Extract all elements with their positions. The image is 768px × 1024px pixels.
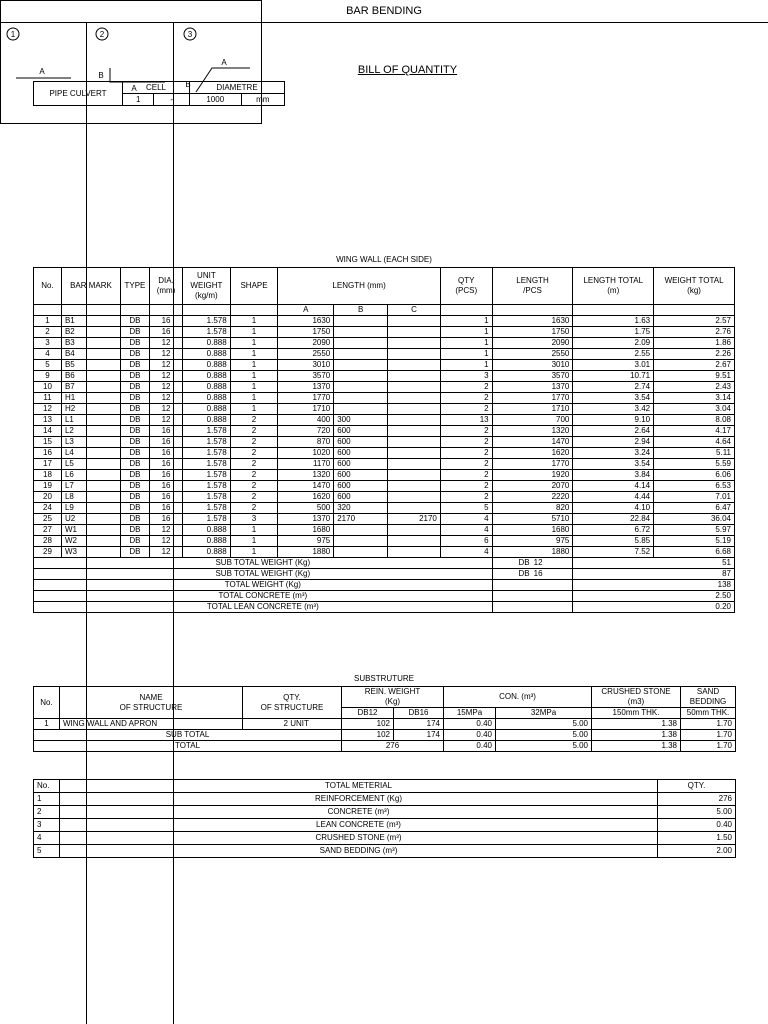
- wing-wall-subtitle: WING WALL (EACH SIDE): [336, 255, 432, 264]
- table-row: 13 L1 DB 12 0.888 2 400 300 13 700 9.10 8.08: [34, 415, 735, 426]
- sub-header-15mpa: 15MPa: [444, 708, 496, 719]
- table-row: 18 L6 DB 16 1.578 2 1320 600 2 1920 3.84 6.06: [34, 470, 735, 481]
- sub-total-row: TOTAL 276 0.40 5.00 1.38 1.70: [34, 741, 736, 752]
- bar-shapes-drawing: [0, 22, 260, 122]
- shape-1-label-a: A: [39, 67, 45, 76]
- list-item: 4 CRUSHED STONE (m³) 1.50: [34, 832, 736, 845]
- list-item: 3 LEAN CONCRETE (m³) 0.40: [34, 819, 736, 832]
- table-row: 29 W3 DB 12 0.888 1 1880 4 1880 7.52 6.68: [34, 547, 735, 558]
- table-row: 24 L9 DB 16 1.578 2 500 320 5 820 4.10 6.47: [34, 503, 735, 514]
- header-unit-weight: UNIT WEIGHT (kg/m): [183, 268, 231, 305]
- header-length: LENGTH (mm): [278, 268, 441, 305]
- summary-row: TOTAL CONCRETE (m³) 2.50: [34, 591, 735, 602]
- sub-header-qty: QTY. OF STRUCTURE: [243, 687, 342, 719]
- summary-row: SUB TOTAL WEIGHT (Kg) DB 16 87: [34, 569, 735, 580]
- total-material-table: [33, 779, 736, 858]
- shape-2-label-b: B: [98, 71, 104, 80]
- summary-row: SUB TOTAL WEIGHT (Kg) DB 12 51: [34, 558, 735, 569]
- table-row: 1 B1 DB 16 1.578 1 1630 1 1630 1.63 2.57: [34, 316, 735, 327]
- diameter-label: DIAMETRE: [190, 82, 285, 94]
- table-row: 12 H2 DB 12 0.888 1 1710 2 1710 3.42 3.04: [34, 404, 735, 415]
- shape-3-label-a: A: [221, 58, 227, 67]
- shape-2: [96, 28, 165, 93]
- table-row: 4 B4 DB 12 0.888 1 2550 1 2550 2.55 2.26: [34, 349, 735, 360]
- substructure-table: [33, 686, 736, 752]
- sub-header-db16: DB16: [394, 708, 444, 719]
- cell-label: CELL: [123, 82, 190, 94]
- header-shape: SHAPE: [230, 268, 278, 305]
- sub-header-rein: REIN. WEIGHT (Kg): [342, 687, 444, 708]
- diameter-value: 1000: [190, 94, 242, 106]
- sub-header-sand: SAND BEDDING: [681, 687, 736, 708]
- table-row: 1 WING WALL AND APRON 2 UNIT 102 174 0.40 5.00 1.38 1.70: [34, 719, 736, 730]
- header-weight-total: WEIGHT TOTAL (kg): [654, 268, 735, 305]
- header-length-pcs: LENGTH /PCS: [492, 268, 573, 305]
- mat-header-no: No.: [34, 780, 60, 793]
- diameter-unit: mm: [241, 94, 284, 106]
- table-row: 15 L3 DB 16 1.578 2 870 600 2 1470 2.94 4.64: [34, 437, 735, 448]
- sub-header-name: NAME OF STRUCTURE: [60, 687, 243, 719]
- header-no: No.: [34, 268, 62, 305]
- shape-3-number: 3: [187, 30, 193, 39]
- mat-header-row: [34, 780, 736, 793]
- table-row: 20 L8 DB 16 1.578 2 1620 600 2 2220 4.44 7.01: [34, 492, 735, 503]
- table-row: 9 B6 DB 12 0.888 1 3570 3 3570 10.71 9.51: [34, 371, 735, 382]
- table-row: 11 H1 DB 12 0.888 1 1770 2 1770 3.54 3.14: [34, 393, 735, 404]
- sub-qty-cell: 2 UNIT: [243, 719, 342, 730]
- sub-header-db12: DB12: [342, 708, 394, 719]
- table-row: 25 U2 DB 16 1.578 3 1370 2170 2170 4 5710 22.84 36.04: [34, 514, 735, 525]
- header-b: B: [334, 305, 388, 316]
- wing-wall-table: [33, 267, 735, 613]
- table-row: 28 W2 DB 12 0.888 1 975 6 975 5.85 5.19: [34, 536, 735, 547]
- table-subheader-row: [34, 305, 735, 316]
- header-type: TYPE: [120, 268, 149, 305]
- table-row: 17 L5 DB 16 1.578 2 1170 600 2 1770 3.54 5.59: [34, 459, 735, 470]
- page-title: BILL OF QUANTITY: [357, 64, 458, 76]
- header-length-total: LENGTH TOTAL (m): [573, 268, 654, 305]
- table-row: 16 L4 DB 16 1.578 2 1020 600 2 1620 3.24 5.11: [34, 448, 735, 459]
- sub-header-32mpa: 32MPa: [496, 708, 592, 719]
- sub-header-con: CON. (m³): [444, 687, 592, 708]
- sub-header-row: [34, 687, 736, 708]
- table-row: 5 B5 DB 12 0.888 1 3010 1 3010 3.01 2.67: [34, 360, 735, 371]
- list-item: 2 CONCRETE (m³) 5.00: [34, 806, 736, 819]
- shape-3-label-b: B: [185, 80, 191, 89]
- shape-3: [184, 28, 250, 92]
- table-row: 14 L2 DB 16 1.578 2 720 600 2 1320 2.64 4.17: [34, 426, 735, 437]
- cell-dash: -: [154, 94, 190, 106]
- sub-header-no: No.: [34, 687, 60, 719]
- pipe-culvert-label: PIPE CULVERT: [34, 82, 123, 106]
- shape-2-number: 2: [99, 30, 105, 39]
- header-bar-mark: BAR MARK: [61, 268, 120, 305]
- table-row: 19 L7 DB 16 1.578 2 1470 600 2 2070 4.14 6.53: [34, 481, 735, 492]
- sub-header-50thk: 50mm THK.: [681, 708, 736, 719]
- shape-2-label-a: A: [131, 84, 137, 93]
- list-item: 5 SAND BEDDING (m³) 2.00: [34, 845, 736, 858]
- table-row: 10 B7 DB 12 0.888 1 1370 2 1370 2.74 2.43: [34, 382, 735, 393]
- shape-1: [7, 28, 71, 78]
- substructure-subtitle: SUBSTRUTURE: [353, 674, 414, 683]
- sub-header-crushed: CRUSHED STONE (m3): [592, 687, 681, 708]
- summary-row: TOTAL WEIGHT (Kg) 138: [34, 580, 735, 591]
- table-header-row: [34, 268, 735, 305]
- mat-header-name: TOTAL METERIAL: [60, 780, 658, 793]
- header-c: C: [388, 305, 441, 316]
- header-dia: DIA. (mm): [149, 268, 182, 305]
- table-row: 3 B3 DB 12 0.888 1 2090 1 2090 2.09 1.86: [34, 338, 735, 349]
- mat-header-qty: QTY.: [658, 780, 736, 793]
- table-row: 2 B2 DB 16 1.578 1 1750 1 1750 1.75 2.76: [34, 327, 735, 338]
- sub-subtotal-row: SUB TOTAL 102 174 0.40 5.00 1.38 1.70: [34, 730, 736, 741]
- summary-row: TOTAL LEAN CONCRETE (m³) 0.20: [34, 602, 735, 613]
- list-item: 1 REINFORCEMENT (Kg) 276: [34, 793, 736, 806]
- table-row: 27 W1 DB 12 0.888 1 1680 4 1680 6.72 5.97: [34, 525, 735, 536]
- header-a: A: [278, 305, 334, 316]
- shape-1-number: 1: [10, 30, 16, 39]
- sub-header-150thk: 150mm THK.: [592, 708, 681, 719]
- bar-bending-title: BAR BENDING: [0, 0, 768, 23]
- cell-value: 1: [123, 94, 154, 106]
- header-qty: QTY (PCS): [440, 268, 492, 305]
